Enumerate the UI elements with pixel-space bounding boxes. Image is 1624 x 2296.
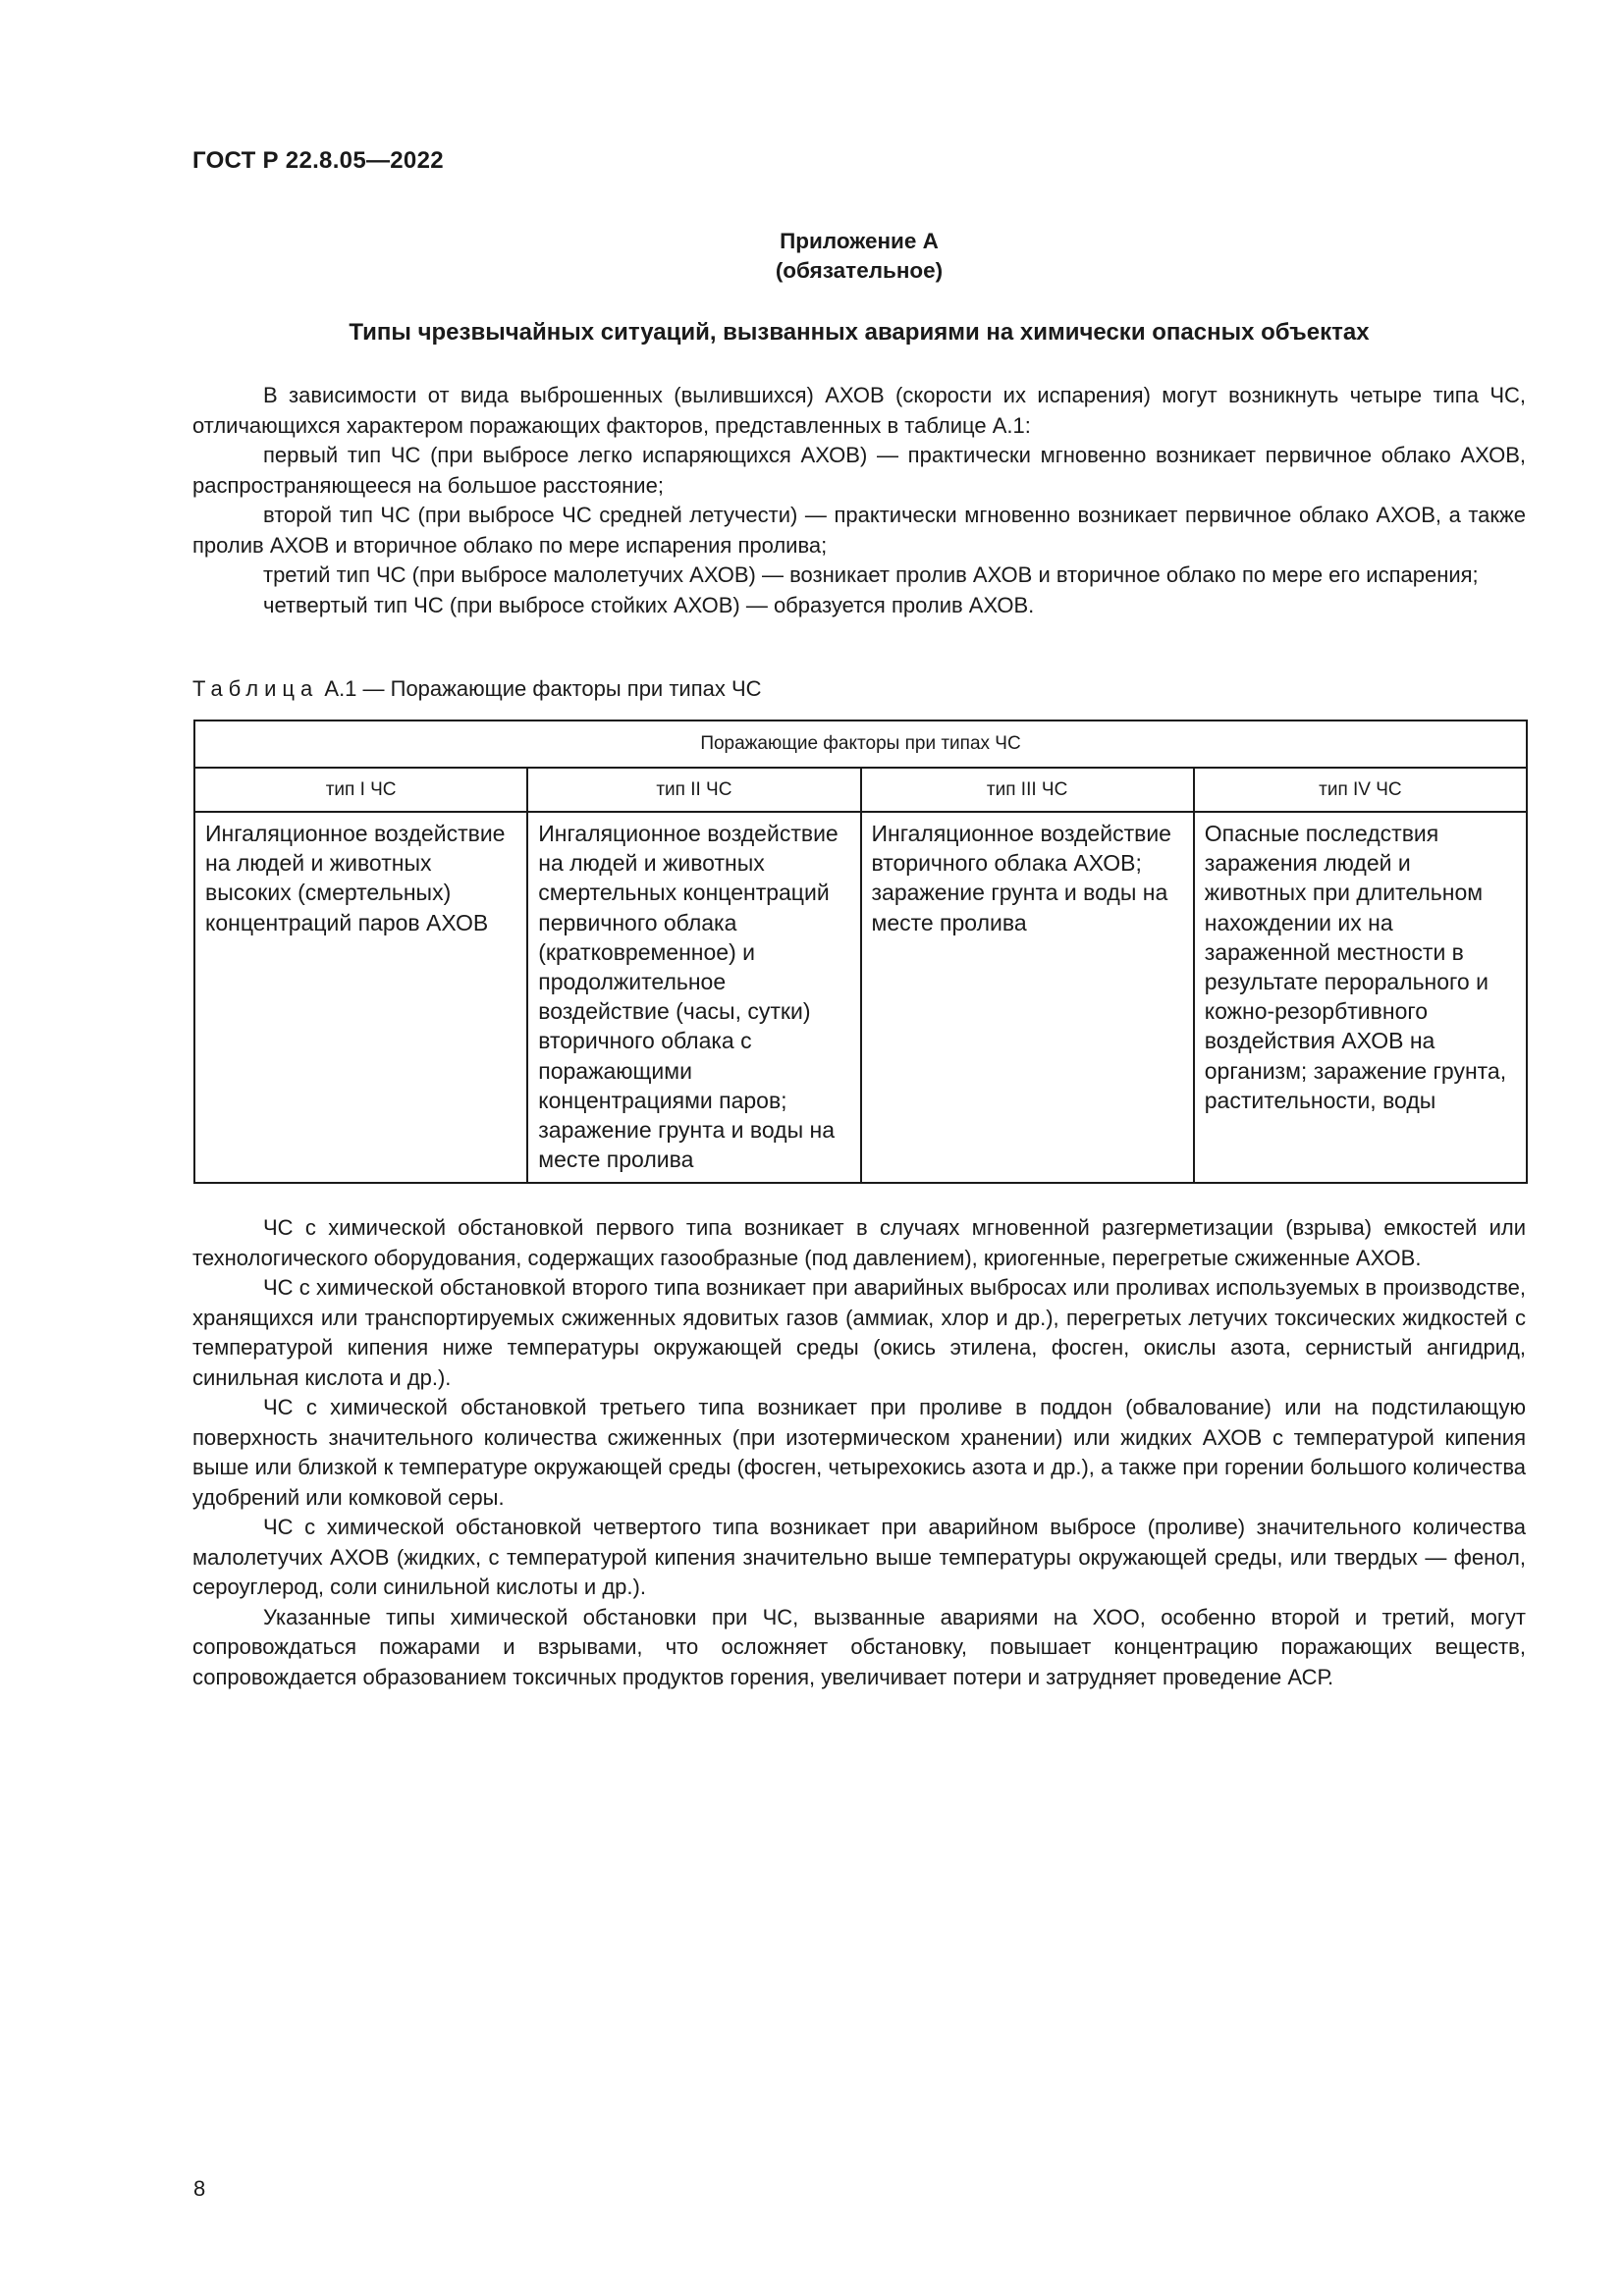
body-paragraph: Указанные типы химической обстановки при ЧС, вызванные авариями на ХОО, особенно второй и третий, могут сопровождаться пожарами и взрывами, что осложняет обстановку, повышает концентрацию поражающих веществ, сопровождается образованием токсичных продуктов горения, увеличивает потери и затрудняет проведение АСР. [192, 1604, 1526, 1689]
appendix-title: Приложение А [780, 229, 939, 253]
intro-paragraph: четвертый тип ЧС (при выбросе стойких АХОВ) — образуется пролив АХОВ. [263, 592, 1035, 617]
document-code: ГОСТ Р 22.8.05—2022 [192, 147, 444, 174]
intro-paragraph: В зависимости от вида выброшенных (вылившихся) АХОВ (скорости их испарения) могут возникнуть четыре типа ЧС, отличающихся характером поражающих факторов, представленных в таблице А.1: [192, 383, 1526, 438]
table-cell-type-3: Ингаляционное воздействие вторичного облака АХОВ; заражение грунта и воды на месте пролива [861, 812, 1194, 1183]
column-header-type-4: тип IV ЧС [1194, 768, 1527, 812]
column-header-type-2: тип II ЧС [527, 768, 860, 812]
section-heading: Типы чрезвычайных ситуаций, вызванных авариями на химически опасных объектах [349, 319, 1370, 346]
body-paragraph: ЧС с химической обстановкой третьего типа возникает при проливе в поддон (обвалование) или на подстилающую поверхность значительного количества сжиженных (при изотермическом хранении) или жидких АХОВ с температурой кипения выше или близкой к температуре окружающей среды (фосген, четырехокись азота и др.), а также при горении большого количества удобрений или комковой серы. [192, 1395, 1526, 1510]
table-cell-type-2: Ингаляционное воздействие на людей и животных смертельных концентраций первичного облака (кратковременное) и продолжительное воздействие (часы, сутки) вторичного облака с поражающими концентрациями паров; заражение грунта и воды на месте пролива [527, 812, 860, 1183]
table-caption-text: А.1 — Поражающие факторы при типах ЧС [324, 676, 762, 701]
intro-paragraph: второй тип ЧС (при выбросе ЧС средней летучести) — практически мгновенно возникает первичное облако АХОВ, а также пролив АХОВ и вторичное облако по мере испарения пролива; [192, 503, 1526, 558]
body-paragraph: ЧС с химической обстановкой второго типа возникает при аварийных выбросах или проливах используемых в производстве, хранящихся или транспортируемых сжиженных ядовитых газов (аммиак, хлор и др.), перегретых летучих токсических жидкостей с температурой кипения ниже температуры окружающей среды (окись этилена, фосген, окислы азота, сернистый ангидрид, синильная кислота и др.). [192, 1275, 1526, 1390]
table-caption [192, 676, 762, 702]
body-paragraph: ЧС с химической обстановкой первого типа возникает в случаях мгновенной разгерметизации (взрыва) емкостей или технологического оборудования, содержащих газообразные (под давлением), криогенные, перегретые сжиженные АХОВ. [192, 1215, 1526, 1270]
table-row [194, 812, 1527, 1183]
appendix-status: (обязательное) [775, 258, 944, 283]
page-number: 8 [193, 2176, 206, 2201]
damage-factors-table [193, 720, 1528, 1184]
body-text [192, 1213, 1526, 1692]
table-cell-type-4: Опасные последствия заражения людей и животных при длительном нахождении их на зараженной местности в результате перорального и кожно-резорбтивного воздействия АХОВ на организм; заражение грунта, растительности, воды [1194, 812, 1527, 1183]
column-header-type-3: тип III ЧС [861, 768, 1194, 812]
table-span-header: Поражающие факторы при типах ЧС [194, 721, 1527, 768]
table-cell-type-1: Ингаляционное воздействие на людей и животных высоких (смертельных) концентраций паров АХОВ [194, 812, 527, 1183]
intro-paragraph: первый тип ЧС (при выбросе легко испаряющихся АХОВ) — практически мгновенно возникает первичное облако АХОВ, распространяющееся на большое расстояние; [192, 443, 1526, 498]
table-caption-label: Таблица [192, 676, 319, 701]
intro-text [192, 381, 1526, 620]
column-header-type-1: тип I ЧС [194, 768, 527, 812]
intro-paragraph: третий тип ЧС (при выбросе малолетучих АХОВ) — возникает пролив АХОВ и вторичное облако по мере его испарения; [263, 562, 1479, 587]
appendix-title-block [192, 227, 1526, 286]
body-paragraph: ЧС с химической обстановкой четвертого типа возникает при аварийном выбросе (проливе) значительного количества малолетучих АХОВ (жидких, с температурой кипения значительно выше температуры окружающей среды, или твердых — фенол, сероуглерод, соли синильной кислоты и др.). [192, 1515, 1526, 1599]
